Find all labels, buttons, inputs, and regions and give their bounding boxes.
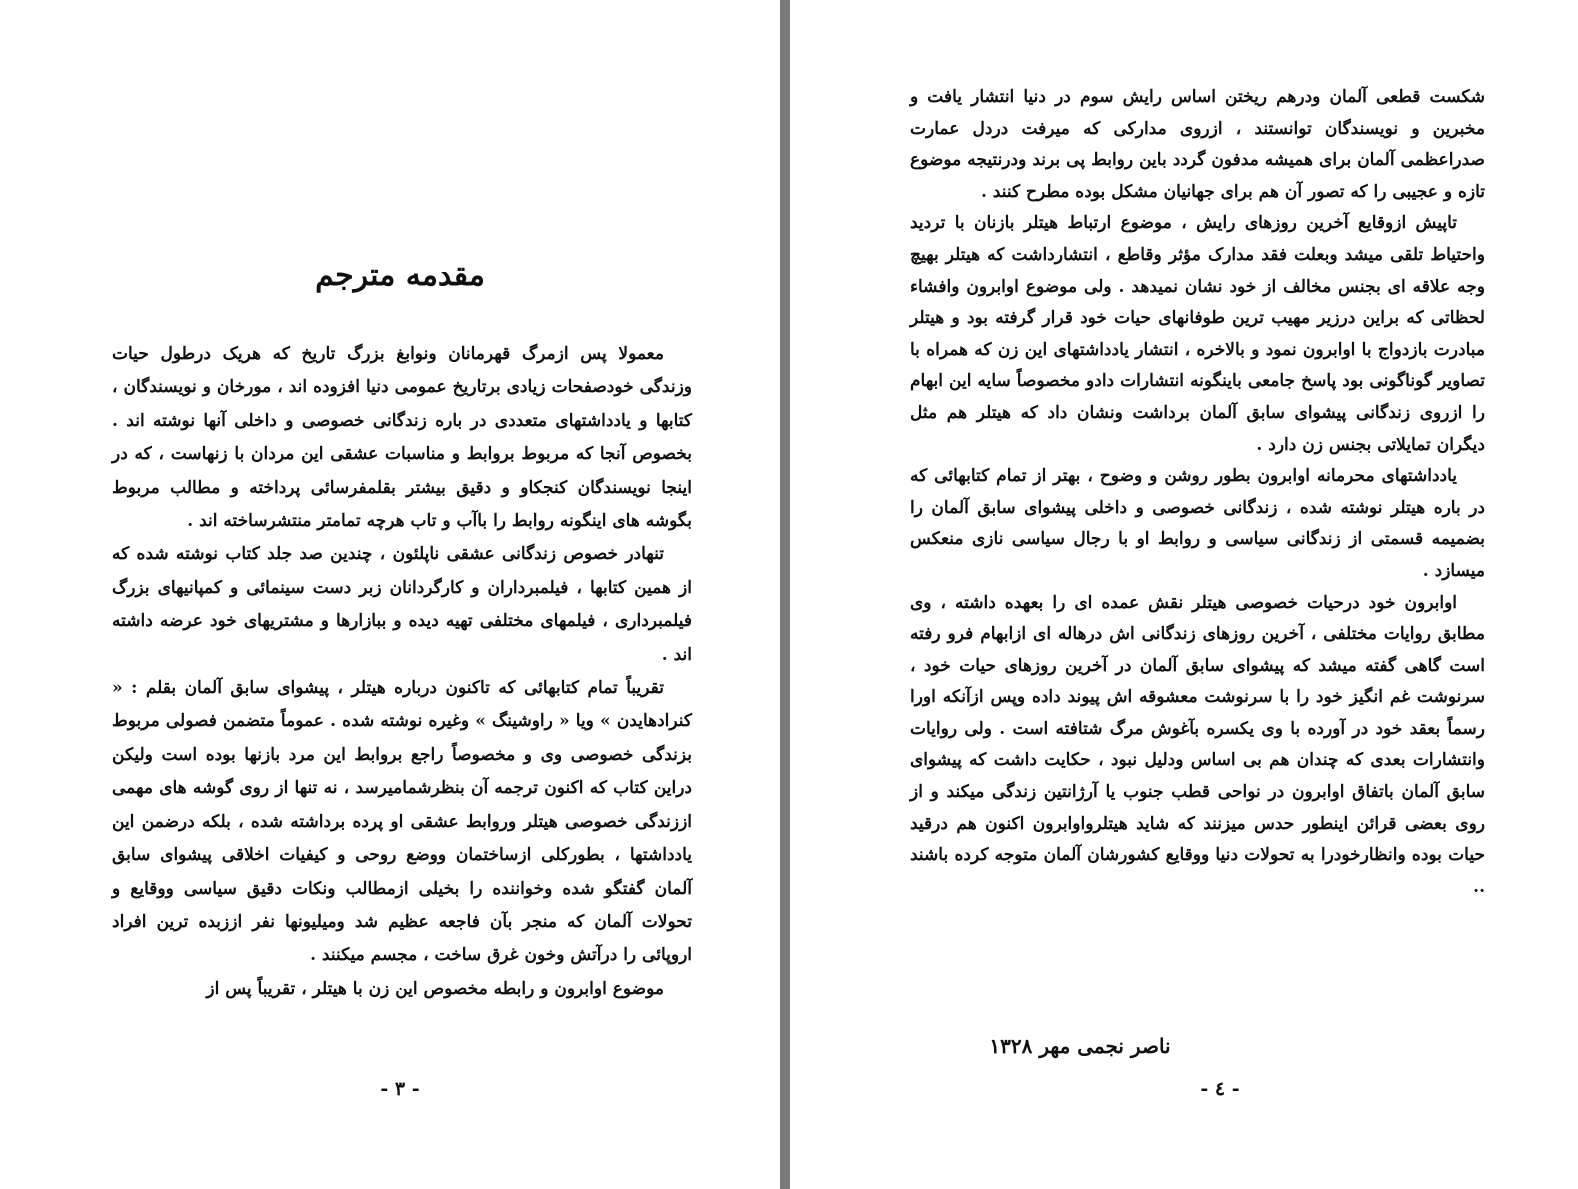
paragraph: تنهادر خصوص زندگانی عشقی ناپلئون ، چندین صد جلد کتاب نوشته شده که از همین کتابها ، فیلمبرداران و کارگردانان زبر دست سینمائی و کمپانیهای بزرگ فیلمبرداری ، فیلمهای مختلفی تهیه دیده و ببازارها و مشتریهای خود عرضه داشته اند . [112, 544, 692, 665]
page-number: - ٤ - [1200, 1078, 1240, 1100]
paragraph: تاپیش ازوقایع آخرین روزهای رایش ، موضوع ارتباط هیتلر بازنان با تردید واحتیاط تلقی میشد وبعلت فقد مدارک مؤثر وقاطع ، انتشارداشت که هیتلر بهیچ وجه علاقه ای بجنس مخالف از خود نشان نمیدهد . ولی موضوع اوابرون وافشاء لحظاتی که براین درزیر مهیب ترین طوفانهای حیات خود قرار گرفته بود و هیتلر مبادرت بازدواج با اوابرون نمود و بالاخره ، انتشار یادداشتهای این زن که همراه با تصاویر گوناگونی بود پاسخ جامعی باینگونه انتشارات دادو مخصوصاً سایه این ابهام را ازروی زندگانی پیشوای سابق آلمان برداشت ونشان داد که هیتلر هم مثل دیگران تمایلاتی بجنس زن دارد . [910, 213, 1485, 455]
paragraph: موضوع اوابرون و رابطه مخصوص این زن با هیتلر ، تقریباً پس از [206, 978, 664, 999]
translator-signature: ناصر نجمی مهر ۱۳۲۸ [989, 1034, 1171, 1058]
paragraph: تقریباً تمام کتابهائی که تاکنون درباره هیتلر ، پیشوای سابق آلمان بقلم : « کنرادهایدن » ویا « راوشینگ » وغیره نوشته شده . عموماً متضمن فصولی مربوط بزندگی خصوصی وی و مخصوصاً راجع بروابط این مرد بازنها بوده است ولیکن دراین کتاب که اکنون ترجمه آن بنظرشمامیرسد ، نه تنها از روی گوشه های مهمی اززندگی خصوصی هیتلر وروابط عشقی او پرده برداشته شده ، بلکه درضمن این یادداشتها ، بطورکلی ازساختمان ووضع روحی و کیفیات اخلاقی پیشوای سابق آلمان گفتگو شده وخواننده را بخیلی ازمطالب ونکات دقیق سیاسی ووقایع و تحولات آلمان که منجر بآن فاجعه عظیم شد ومیلیونها نفر اززبده ترین افراد اروپائی را درآتش وخون غرق ساخت ، مجسم میکنند . [112, 678, 692, 966]
book-gutter [780, 0, 790, 1189]
page-title: مقدمه مترجم [315, 258, 485, 293]
paragraph: اوابرون خود درحیات خصوصی هیتلر نقش عمده ای را بعهده داشته ، وی مطابق روایات مختلفی ، آخرین روزهای زندگانی اش درهاله ای ازابهام فرو رفته است گاهی گفته میشد که پیشوای سابق آلمان در آخرین روزهای حیات خود ، سرنوشت غم انگیز خود را با سرنوشت معشوقه اش پیوند داده وپس ازآنکه اورا رسماً بعقد خود در آورده با وی یکسره بآغوش مرگ شتافته است . ولی روایات وانتشارات بعدی که چندان هم بی اساس ودلیل نبود ، حکایت داشت که پیشوای سابق آلمان باتفاق اوابرون در نواحی قطب جنوب یا آرژانتین زندگی میکند و از روی بعضی قرائن اینطور حدس میزنند که شاید هیتلرواوابرون اکنون هم درقید حیات بوده وانظارخودرا به تحولات دنیا ووقایع کشورشان آلمان متوجه کرده باشند .. [910, 592, 1485, 897]
page-number: - ٣ - [380, 1078, 420, 1100]
paragraph: شکست قطعی آلمان ودرهم ریختن اساس رایش سوم در دنیا انتشار یافت و مخبرین و نویسندگان توانستند ، ازروی مدارکی که میرفت دردل عمارت صدراعظمی آلمان برای همیشه مدفون گردد باین روابط پی برند ودرنتیجه موضوع تازه و عجیبی را که تصور آن هم برای جهانیان مشکل بوده مطرح کنند . [910, 87, 1485, 202]
left-page [0, 0, 780, 1189]
paragraph: یادداشتهای محرمانه اوابرون بطور روشن و وضوح ، بهتر از تمام کتابهائی که در باره هیتلر نوشته شده ، زندگانی خصوصی و داخلی پیشوای سابق آلمان را بضمیمه قسمتی از زندگانی سیاسی و روابط او با رجال سیاسی نازی منعکس میسازد . [910, 466, 1485, 581]
right-body-text [910, 82, 1485, 903]
right-page [790, 0, 1578, 1189]
paragraph: معمولا پس ازمرگ قهرمانان ونوابغ بزرگ تاریخ که هریک درطول حیات وزندگی خودصفحات زیادی برتاریخ عمومی دنیا افزوده اند ، مورخان و نویسندگان ، کتابها و یادداشتهای متعددی در باره زندگانی خصوصی و داخلی آنها نوشته اند . بخصوص آنجا که مربوط بروابط و مناسبات عشقی این مردان با زنهاست ، که در اینجا نویسندگان کنجکاو و دقیق بیشتر بقلمفرسائی پرداخته و مطالب مربوط بگوشه های اینگونه روابط را باآب و تاب هرچه تمامتر منتشرساخته اند . [112, 344, 692, 532]
left-body-text [112, 338, 692, 1006]
